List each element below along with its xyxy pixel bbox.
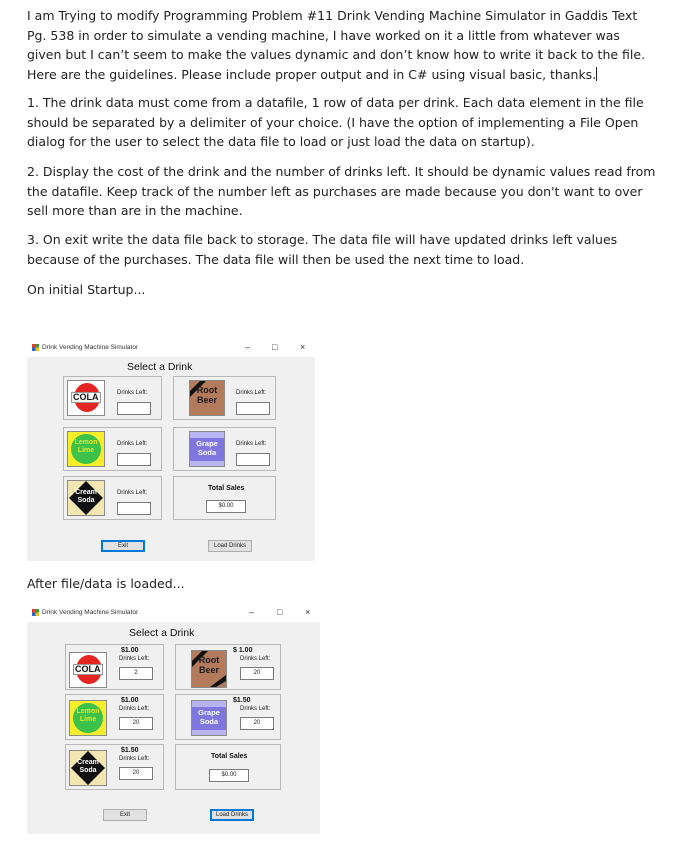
cola-button[interactable] [69,652,107,688]
cream-soda-drinks-left-field [117,502,151,515]
grape-soda-drinks-left-field: 20 [240,717,274,730]
guideline-1: 1. The drink data must come from a datafile, 1 row of data per drink. Each data element in the file should be separated by a delimiter of your choice. (I have the option of implementing a File Open dialog for the user to select the data file to load or just load the data on startup). [27,95,644,149]
cola-price: $1.00 [121,647,139,654]
lemon-lime-card [65,694,164,740]
cola-drinks-left-field: 2 [119,667,153,680]
root-beer-button[interactable] [189,380,225,416]
root-beer-card [173,376,276,420]
root-beer-button[interactable] [191,650,227,688]
total-sales-label: Total Sales [211,753,248,760]
grape-soda-drinks-left-label: Drinks Left: [236,441,267,447]
grape-soda-button[interactable] [191,700,227,736]
root-beer-drinks-left-field [236,402,270,415]
maximize-icon[interactable]: □ [277,607,283,617]
cream-soda-drinks-left-field: 20 [119,767,153,780]
lemon-lime-drinks-left-field: 20 [119,717,153,730]
grape-soda-drinks-left-label: Drinks Left: [240,706,271,712]
minimize-icon[interactable]: – [249,607,255,617]
root-beer-price: $ 1.00 [233,647,253,654]
question-paragraph [27,6,657,84]
window-titlebar [27,339,315,357]
cream-soda-logo-text: Cream Soda [75,489,97,505]
cream-soda-drinks-left-label: Drinks Left: [117,490,148,496]
cola-card [63,376,162,420]
root-beer-drinks-left-field: 20 [240,667,274,680]
grape-soda-logo-text: Grape Soda [196,439,218,457]
cream-soda-card [63,476,162,520]
lemon-lime-price: $1.00 [121,697,139,704]
total-sales-label: Total Sales [208,485,245,492]
caption-after-load: After file/data is loaded... [27,576,185,591]
root-beer-logo-text: Root Beer [198,655,220,675]
close-icon[interactable]: × [305,607,311,617]
root-beer-drinks-left-label: Drinks Left: [240,656,271,662]
vending-window-initial [27,339,315,561]
app-icon [32,344,39,351]
root-beer-logo-text: Root Beer [196,385,218,405]
maximize-icon[interactable]: □ [272,342,278,352]
lemon-lime-button[interactable] [69,700,107,736]
cream-soda-card [65,744,164,790]
window-titlebar [27,604,320,622]
grape-soda-logo-text: Grape Soda [198,708,220,726]
total-sales-field: $0.00 [206,500,246,513]
select-drink-heading: Select a Drink [127,361,193,373]
cola-logo-text: COLA [73,392,99,402]
cola-drinks-left-label: Drinks Left: [117,390,148,396]
total-sales-card [173,476,276,520]
load-drinks-button[interactable]: Load Drinks [208,540,252,552]
exit-button[interactable]: Exit [103,809,147,821]
lemon-lime-logo-text: Lemon Lime [76,708,100,724]
window-title: Drink Vending Machine Simulator [42,609,139,616]
total-sales-field: $0.00 [209,769,249,782]
select-drink-heading: Select a Drink [129,627,195,639]
grape-soda-card [173,427,276,471]
cream-soda-button[interactable] [69,750,107,786]
cream-soda-drinks-left-label: Drinks Left: [119,756,150,762]
load-drinks-button[interactable]: Load Drinks [210,809,254,821]
cola-drinks-left-field [117,402,151,415]
root-beer-drinks-left-label: Drinks Left: [236,390,267,396]
root-beer-card [175,644,281,690]
lemon-lime-card [63,427,162,471]
cream-soda-logo-text: Cream Soda [77,759,99,775]
guideline-3: 3. On exit write the data file back to storage. The data file will have updated drinks left values because of the purchases. The data file will then be used the next time to load. [27,232,618,267]
grape-soda-drinks-left-field [236,453,270,466]
cola-button[interactable] [67,380,105,416]
minimize-icon[interactable]: – [245,342,251,352]
caption-initial-startup: On initial Startup... [27,282,146,297]
guideline-2: 2. Display the cost of the drink and the number of drinks left. It should be dynamic values read from the datafile. Keep track of the number left as purchases are made because you don't want to over sell more than are in the machine. [27,164,656,218]
vending-window-loaded [27,604,320,834]
question-text: I am Trying to modify Programming Problem #11 Drink Vending Machine Simulator in Gaddis Text Pg. 538 in order to simulate a vending machine, I have worked on it a little from whatever was given but I can’t seem to make the values dynamic and don’t know how to write it back to the file. Here are the guidelines. Please include proper output and in C# using visual basic, thanks. [27,8,646,82]
lemon-lime-drinks-left-label: Drinks Left: [119,706,150,712]
close-icon[interactable]: × [300,342,306,352]
cream-soda-button[interactable] [67,480,105,516]
lemon-lime-drinks-left-field [117,453,151,466]
grape-soda-button[interactable] [189,431,225,467]
cola-logo-text: COLA [75,664,101,674]
window-title: Drink Vending Machine Simulator [42,344,139,351]
lemon-lime-drinks-left-label: Drinks Left: [117,441,148,447]
cola-drinks-left-label: Drinks Left: [119,656,150,662]
cream-soda-price: $1.50 [121,747,139,754]
grape-soda-price: $1.50 [233,697,251,704]
lemon-lime-logo-text: Lemon Lime [74,439,98,455]
text-cursor [596,67,597,81]
exit-button[interactable]: Exit [101,540,145,552]
app-icon [32,609,39,616]
total-sales-card [175,744,281,790]
cola-card [65,644,164,690]
lemon-lime-button[interactable] [67,431,105,467]
grape-soda-card [175,694,281,740]
